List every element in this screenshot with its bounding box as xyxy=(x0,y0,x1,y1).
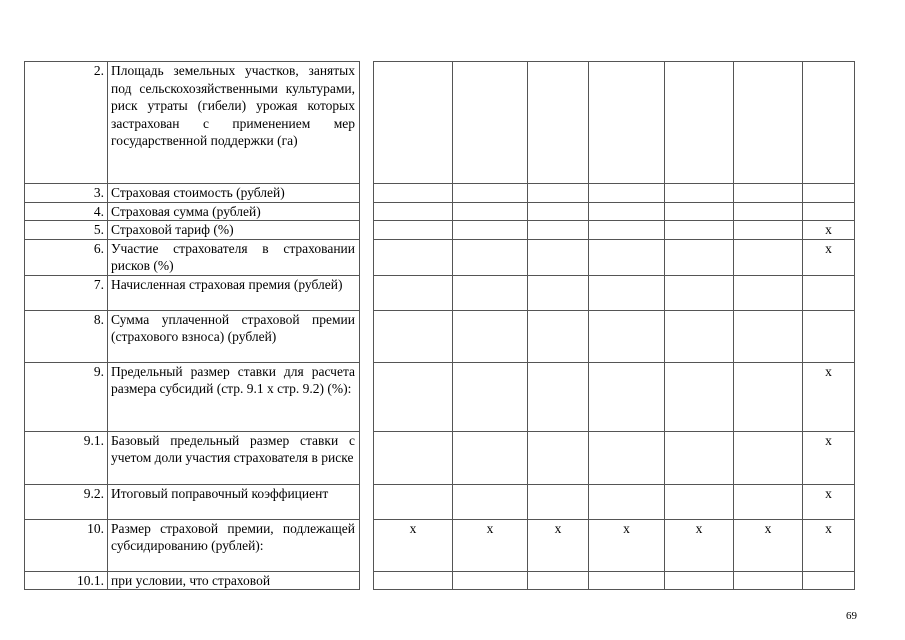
table-row xyxy=(25,362,855,431)
value-cell xyxy=(803,184,855,203)
table-row xyxy=(25,275,855,310)
value-cell xyxy=(453,202,528,221)
value-cell xyxy=(734,362,803,431)
value-cell xyxy=(528,275,589,310)
value-cell: x xyxy=(734,519,803,571)
value-cell xyxy=(665,362,734,431)
value-cell xyxy=(453,571,528,590)
row-description: Предельный размер ставки для расчета размера субсидий (стр. 9.1 x стр. 9.2) (%): xyxy=(108,362,360,431)
row-number: 8. xyxy=(25,310,108,362)
row-number: 7. xyxy=(25,275,108,310)
value-cell xyxy=(528,221,589,240)
value-cell xyxy=(453,310,528,362)
table-row xyxy=(25,239,855,275)
value-cell xyxy=(589,202,665,221)
table-row xyxy=(25,62,855,184)
value-cell xyxy=(589,62,665,184)
value-cell xyxy=(374,184,453,203)
value-cell: x xyxy=(665,519,734,571)
row-number: 5. xyxy=(25,221,108,240)
table-row xyxy=(25,202,855,221)
value-cell: x xyxy=(803,484,855,519)
spacer-cell xyxy=(360,571,374,590)
value-cell xyxy=(734,571,803,590)
spacer-cell xyxy=(360,62,374,184)
value-cell xyxy=(528,484,589,519)
value-cell xyxy=(589,184,665,203)
table-row xyxy=(25,221,855,240)
value-cell xyxy=(453,484,528,519)
value-cell xyxy=(374,62,453,184)
value-cell xyxy=(589,362,665,431)
spacer-cell xyxy=(360,431,374,484)
value-cell xyxy=(453,184,528,203)
value-cell xyxy=(528,431,589,484)
value-cell xyxy=(528,310,589,362)
value-cell xyxy=(374,239,453,275)
value-cell xyxy=(374,202,453,221)
value-cell xyxy=(665,221,734,240)
row-description: при условии, что страховой xyxy=(108,571,360,590)
value-cell xyxy=(589,310,665,362)
value-cell xyxy=(374,571,453,590)
row-number: 9.1. xyxy=(25,431,108,484)
page-number: 69 xyxy=(846,610,857,622)
value-cell xyxy=(665,184,734,203)
value-cell xyxy=(665,571,734,590)
value-cell: x xyxy=(803,519,855,571)
value-cell xyxy=(665,431,734,484)
row-number: 10. xyxy=(25,519,108,571)
value-cell xyxy=(665,310,734,362)
spacer-cell xyxy=(360,275,374,310)
value-cell xyxy=(453,62,528,184)
value-cell: x xyxy=(803,431,855,484)
value-cell xyxy=(528,184,589,203)
value-cell xyxy=(734,484,803,519)
value-cell xyxy=(589,239,665,275)
value-cell xyxy=(374,362,453,431)
row-number: 6. xyxy=(25,239,108,275)
value-cell xyxy=(453,431,528,484)
value-cell xyxy=(803,310,855,362)
value-cell xyxy=(803,571,855,590)
spacer-cell xyxy=(360,202,374,221)
row-description: Участие страхователя в страховании рисков (%) xyxy=(108,239,360,275)
value-cell xyxy=(803,275,855,310)
document-table xyxy=(24,61,855,590)
value-cell xyxy=(734,275,803,310)
row-number: 2. xyxy=(25,62,108,184)
value-cell xyxy=(665,484,734,519)
spacer-cell xyxy=(360,484,374,519)
spacer-cell xyxy=(360,310,374,362)
value-cell xyxy=(734,239,803,275)
value-cell xyxy=(589,221,665,240)
row-description: Страховая сумма (рублей) xyxy=(108,202,360,221)
value-cell xyxy=(665,202,734,221)
value-cell xyxy=(589,275,665,310)
value-cell xyxy=(665,239,734,275)
value-cell: x xyxy=(803,239,855,275)
row-description: Итоговый поправочный коэффициент xyxy=(108,484,360,519)
value-cell xyxy=(453,362,528,431)
value-cell xyxy=(734,431,803,484)
row-number: 10.1. xyxy=(25,571,108,590)
value-cell xyxy=(734,62,803,184)
spacer-cell xyxy=(360,519,374,571)
value-cell xyxy=(734,310,803,362)
value-cell xyxy=(453,275,528,310)
table-row xyxy=(25,484,855,519)
row-description: Площадь земельных участков, занятых под сельскохозяйственными культурами, риск утраты (гибели) урожая которых застрахован с применением мер государственной поддержки (га) xyxy=(108,62,360,184)
table-row xyxy=(25,519,855,571)
row-description: Страховой тариф (%) xyxy=(108,221,360,240)
value-cell xyxy=(528,202,589,221)
value-cell xyxy=(453,239,528,275)
value-cell: x xyxy=(453,519,528,571)
value-cell: x xyxy=(803,362,855,431)
value-cell: x xyxy=(528,519,589,571)
row-description: Размер страховой премии, подлежащей субсидированию (рублей): xyxy=(108,519,360,571)
spacer-cell xyxy=(360,239,374,275)
row-description: Базовый предельный размер ставки с учетом доли участия страхователя в риске xyxy=(108,431,360,484)
value-cell xyxy=(528,239,589,275)
spacer-cell xyxy=(360,221,374,240)
value-cell xyxy=(453,221,528,240)
table-row xyxy=(25,431,855,484)
value-cell xyxy=(589,431,665,484)
value-cell xyxy=(803,62,855,184)
row-number: 9. xyxy=(25,362,108,431)
value-cell xyxy=(528,62,589,184)
table-row xyxy=(25,571,855,590)
row-number: 3. xyxy=(25,184,108,203)
spacer-cell xyxy=(360,184,374,203)
value-cell xyxy=(589,571,665,590)
value-cell xyxy=(374,275,453,310)
value-cell xyxy=(665,62,734,184)
value-cell xyxy=(374,221,453,240)
value-cell: x xyxy=(374,519,453,571)
value-cell xyxy=(734,221,803,240)
row-description: Начисленная страховая премия (рублей) xyxy=(108,275,360,310)
spacer-cell xyxy=(360,362,374,431)
value-cell xyxy=(803,202,855,221)
row-description: Сумма уплаченной страховой премии (страхового взноса) (рублей) xyxy=(108,310,360,362)
value-cell xyxy=(374,431,453,484)
row-description: Страховая стоимость (рублей) xyxy=(108,184,360,203)
value-cell xyxy=(374,484,453,519)
value-cell xyxy=(374,310,453,362)
value-cell xyxy=(665,275,734,310)
table-row xyxy=(25,184,855,203)
value-cell xyxy=(589,484,665,519)
row-number: 9.2. xyxy=(25,484,108,519)
table-row xyxy=(25,310,855,362)
value-cell xyxy=(734,184,803,203)
value-cell xyxy=(528,362,589,431)
value-cell xyxy=(734,202,803,221)
value-cell: x xyxy=(589,519,665,571)
row-number: 4. xyxy=(25,202,108,221)
value-cell xyxy=(528,571,589,590)
table-body xyxy=(25,62,855,590)
value-cell: x xyxy=(803,221,855,240)
